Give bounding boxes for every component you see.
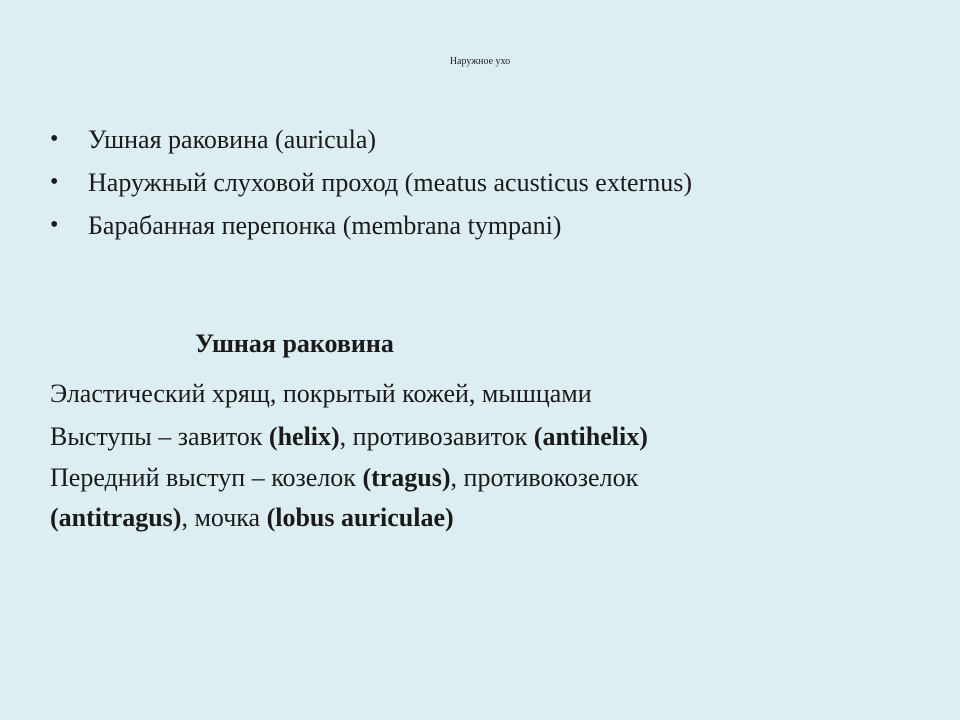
term-lobus-auriculae: (lobus auriculae) xyxy=(266,503,454,532)
bullet-text: Барабанная перепонка (membrana tympani) xyxy=(88,211,562,240)
body-line-antitragus xyxy=(50,498,910,538)
text-segment: Передний выступ – козелок xyxy=(50,463,363,492)
body-line-helix xyxy=(50,415,910,458)
bullet-item xyxy=(50,161,692,204)
term-helix: (helix) xyxy=(268,422,340,451)
term-tragus: (tragus) xyxy=(362,463,451,492)
bullet-icon: • xyxy=(50,126,59,152)
bullet-item xyxy=(50,204,692,247)
text-segment: , противокозелок xyxy=(450,463,639,492)
bullet-list xyxy=(50,118,692,247)
text-segment: , противозавиток xyxy=(339,422,534,451)
body-line-cartilage: Эластический хрящ, покрытый кожей, мышцами xyxy=(50,379,592,408)
term-antitragus: (antitragus) xyxy=(50,503,182,532)
bullet-icon: • xyxy=(50,212,59,238)
text-segment: Выступы – завиток xyxy=(50,422,269,451)
slide-title: Наружное ухо xyxy=(449,56,511,67)
bullet-text: Ушная раковина (auricula) xyxy=(88,125,377,154)
bullet-item xyxy=(50,118,692,161)
body-line-tragus xyxy=(50,458,910,498)
section-body xyxy=(50,372,910,538)
text-segment: , мочка xyxy=(181,503,267,532)
section-heading: Ушная раковина xyxy=(195,329,394,358)
term-antihelix: (antihelix) xyxy=(533,422,648,451)
bullet-icon: • xyxy=(50,169,59,195)
bullet-text: Наружный слуховой проход (meatus acusticus externus) xyxy=(88,168,693,197)
